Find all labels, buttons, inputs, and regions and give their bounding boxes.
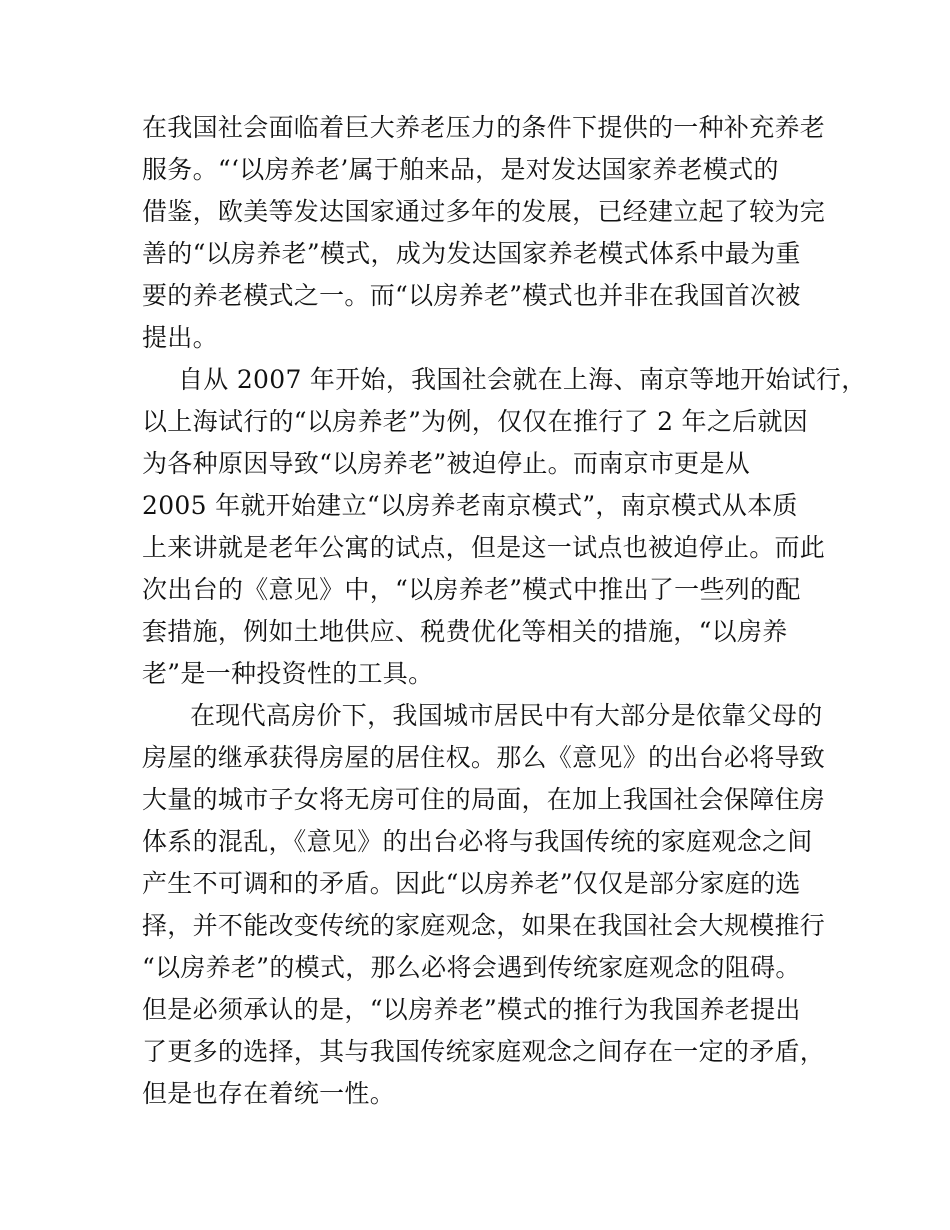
text-line: 大量的城市子女将无房可住的局面，在加上我国社会保障住房 (142, 785, 826, 814)
text-line: 在我国社会面临着巨大养老压力的条件下提供的一种补充养老 (142, 113, 826, 142)
text-line: 服务。“‘以房养老’属于舶来品，是对发达国家养老模式的 (142, 155, 779, 184)
text-line: 2005 年就开始建立“以房养老南京模式”，南京模式从本质 (142, 491, 798, 520)
text-line: 套措施，例如土地供应、税费优化等相关的措施，“以房养 (142, 617, 788, 646)
text-line: 但是也存在着统一性。 (142, 1079, 396, 1108)
text-line: 择，并不能改变传统的家庭观念，如果在我国社会大规模推行 (142, 911, 826, 940)
text-line: 借鉴，欧美等发达国家通过多年的发展，已经建立起了较为完 (142, 197, 826, 226)
text-line: 以上海试行的“以房养老”为例，仅仅在推行了 2 年之后就因 (142, 407, 809, 436)
text-line: 了更多的选择，其与我国传统家庭观念之间存在一定的矛盾， (142, 1037, 826, 1066)
text-line: 但是必须承认的是，“以房养老”模式的推行为我国养老提出 (142, 995, 801, 1024)
text-line: 次出台的《意见》中，“以房养老”模式中推出了一些列的配 (142, 575, 801, 604)
text-line: 善的“以房养老”模式，成为发达国家养老模式体系中最为重 (142, 239, 801, 268)
text-line: 为各种原因导致“以房养老”被迫停止。而南京市更是从 (142, 449, 751, 478)
text-line: 老”是一种投资性的工具。 (142, 659, 434, 688)
text-line: 上来讲就是老年公寓的试点，但是这一试点也被迫停止。而此 (142, 533, 826, 562)
text-line: 在现代高房价下，我国城市居民中有大部分是依靠父母的 (190, 701, 823, 730)
text-line: “以房养老”的模式，那么必将会遇到传统家庭观念的阻碍。 (142, 953, 801, 982)
text-line: 提出。 (142, 323, 218, 352)
text-line: 自从 2007 年开始，我国社会就在上海、南京等地开始试行， (178, 365, 867, 394)
text-line: 要的养老模式之一。而“以房养老”模式也并非在我国首次被 (142, 281, 801, 310)
text-line: 房屋的继承获得房屋的居住权。那么《意见》的出台必将导致 (142, 743, 826, 772)
text-line: 产生不可调和的矛盾。因此“以房养老”仅仅是部分家庭的选 (142, 869, 801, 898)
text-line: 体系的混乱，《意见》的出台必将与我国传统的家庭观念之间 (142, 827, 813, 856)
